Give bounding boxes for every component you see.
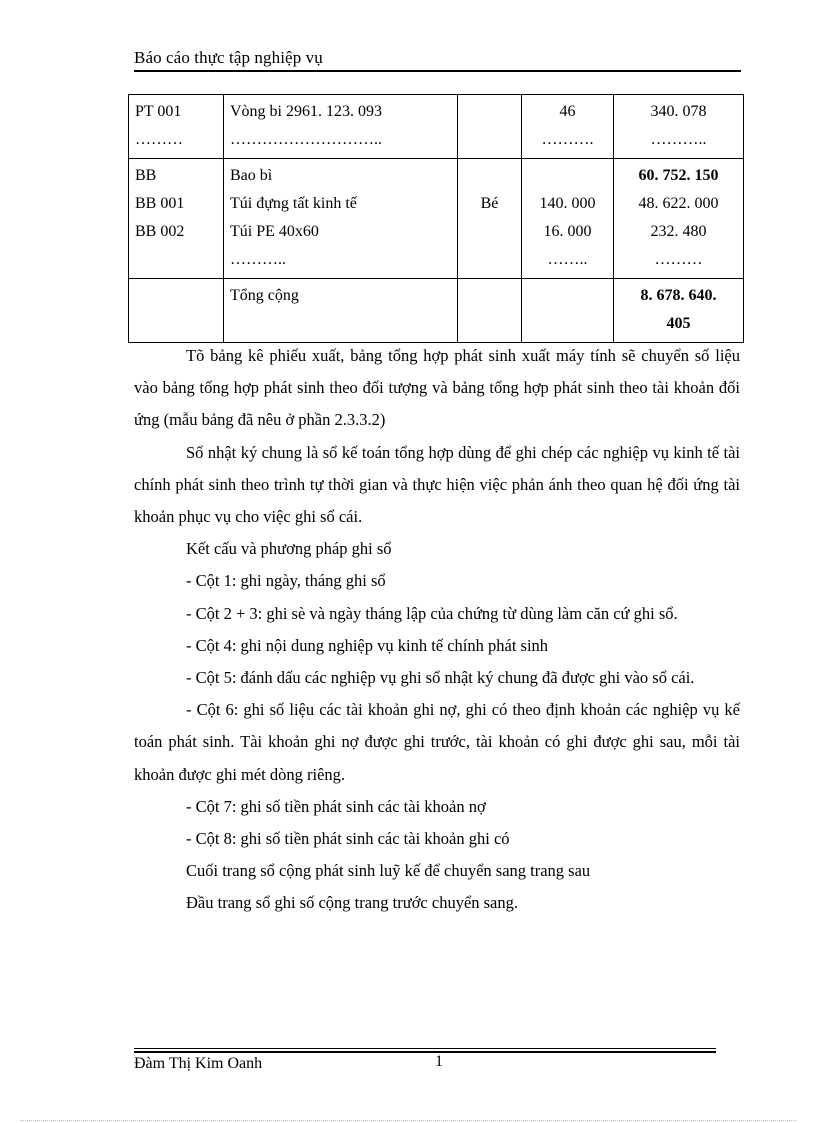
name-cell [224,159,458,279]
footer-rule [134,1048,716,1049]
name-cell [224,95,458,159]
page-number: 1 [435,1053,443,1070]
page-edge-divider [20,1120,796,1121]
paragraph: - Cột 8: ghi số tiền phát sinh các tài khoản ghi có [186,829,510,849]
amount-text: 60. 752. 150 [638,167,719,184]
paragraph: Kết cấu và phương pháp ghi sổ [186,539,392,559]
amount-text: 232. 480 [650,223,707,240]
name-text: Vòng bi 2961. 123. 093 [230,103,382,120]
qty-text: …….. [547,251,588,268]
amount-text: ……… [654,251,703,268]
qty-text: 46 [559,103,576,120]
amount-text: 48. 622. 000 [638,195,719,212]
qty-cell [522,279,614,343]
unit-cell [458,159,522,279]
qty-text: ………. [541,131,594,148]
qty-cell [522,159,614,279]
footer-rule [134,1051,716,1053]
paragraph: - Cột 6: ghi số liệu các tài khoản ghi nợ, ghi có theo định khoản các nghiệp vụ kế toán phát sinh. Tài khoản ghi nợ được ghi trước, tài khoản có ghi được ghi sau, mỗi tài khoản được ghi mét dòng riêng. [134,700,740,784]
paragraph: Đầu trang sổ ghi số cộng trang trước chuyển sang. [186,893,519,913]
name-text: Túi đựng tất kinh tế [230,195,357,212]
name-text: ……………………….. [230,131,382,148]
running-header: Báo cáo thực tập nghiệp vụ [134,48,323,67]
amount-cell [614,95,744,159]
qty-text: 140. 000 [539,195,596,212]
name-cell [224,279,458,343]
body-text [134,340,740,920]
paragraph: - Cột 5: đánh dấu các nghiệp vụ ghi sổ nhật ký chung đã được ghi vào sổ cái. [186,668,695,688]
footer-author: Đàm Thị Kim Oanh [134,1055,263,1072]
unit-text: Bé [480,195,499,212]
table-row [129,95,744,159]
unit-cell [458,279,522,343]
code-cell [129,159,224,279]
total-amount: 8. 678. 640. [640,287,717,304]
table-row [129,279,744,343]
amount-text: 340. 078 [650,103,707,120]
name-text: ……….. [230,251,286,268]
paragraph: - Cột 7: ghi số tiền phát sinh các tài khoản nợ [186,796,486,816]
code-text: BB [135,167,157,184]
inventory-table [128,94,744,343]
code-cell [129,279,224,343]
amount-cell [614,159,744,279]
paragraph: Tõ bảng kê phiếu xuất, bảng tổng hợp phát sinh xuất máy tính sẽ chuyển số liệu vào bảng tổng hợp phát sinh theo đối tượng và bảng tổng hợp phát sinh theo tài khoản đối ứng (mẫu bảng đã nêu ở phần 2.3.3.2) [134,346,740,430]
name-text: Bao bì [230,167,273,184]
header-rule [134,70,741,72]
total-amount: 405 [666,315,691,332]
paragraph: - Cột 4: ghi nội dung nghiệp vụ kinh tế chính phát sinh [186,635,549,655]
code-text: ……… [135,131,183,148]
paragraph: Sổ nhật ký chung là sổ kế toán tổng hợp dùng để ghi chép các nghiệp vụ kinh tế tài chính phát sinh theo trình tự thời gian và thực hiện việc phản ánh theo quan hệ đối ứng tài khoản phục vụ cho việc ghi sổ cái. [134,442,740,527]
name-text: Túi PE 40x60 [230,223,319,240]
amount-text: ……….. [650,131,707,148]
paragraph: - Cột 1: ghi ngày, tháng ghi sổ [186,571,386,591]
code-cell [129,95,224,159]
unit-cell [458,95,522,159]
paragraph: - Cột 2 + 3: ghi sè và ngày tháng lập của chứng từ dùng làm căn cứ ghi sổ. [186,603,678,623]
qty-text: 16. 000 [543,223,592,240]
code-text: BB 001 [135,195,185,212]
total-label: Tổng cộng [230,287,299,304]
table-row [129,159,744,279]
paragraph: Cuối trang sổ cộng phát sinh luỹ kế để chuyển sang trang sau [186,861,591,881]
code-text: BB 002 [135,223,185,240]
qty-cell [522,95,614,159]
amount-cell [614,279,744,343]
code-text: PT 001 [135,103,182,120]
